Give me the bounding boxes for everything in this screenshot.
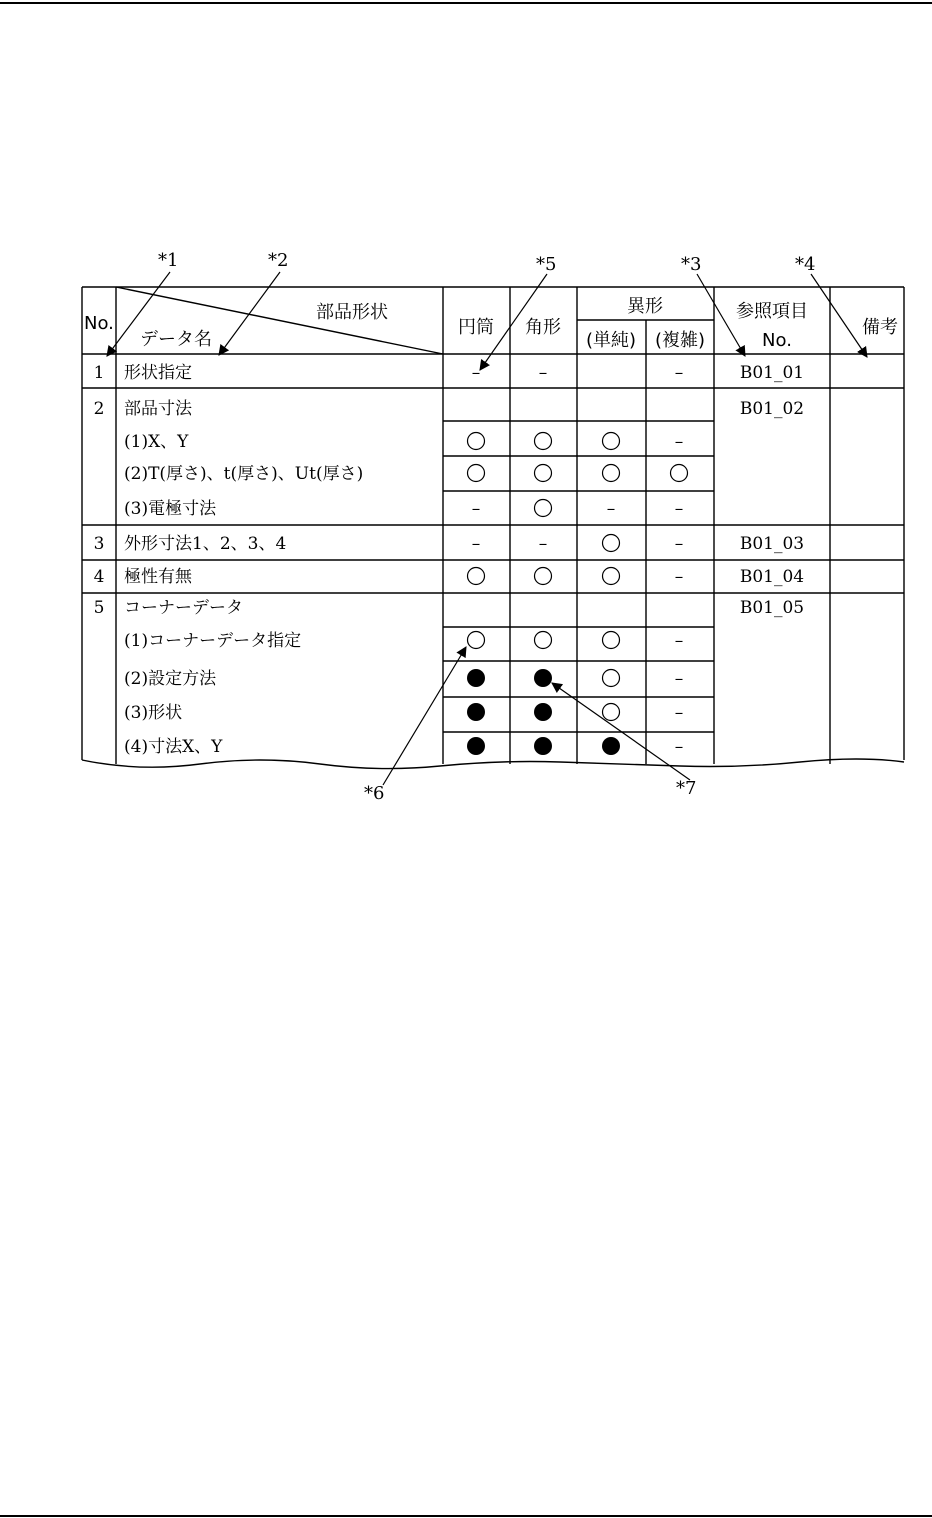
row-number: 1 (93, 363, 105, 383)
row-label: 部品寸法 (124, 399, 192, 419)
cell-dash: – (538, 363, 548, 383)
arrow-2 (219, 272, 280, 355)
callout-4: *4 (795, 254, 816, 275)
ref-item-no: B01_04 (739, 567, 805, 587)
row-label: (1)X、Y (124, 432, 189, 452)
open-circle-mark (535, 465, 552, 482)
header-complex: (複雑) (654, 330, 706, 351)
cell-dash: – (674, 631, 684, 651)
header-no: No. (84, 313, 114, 334)
callout-6: *6 (364, 783, 385, 804)
cell-dash: – (471, 363, 481, 383)
open-circle-mark (603, 568, 620, 585)
row-label: (4)寸法X、Y (124, 737, 223, 757)
header-shape: 部品形状 (316, 302, 388, 323)
filled-circle-mark (467, 737, 485, 755)
header-ref-item: 参照項目 (736, 301, 808, 322)
cell-dash: – (606, 499, 616, 519)
header-cylinder: 円筒 (458, 317, 494, 338)
cell-dash: – (674, 432, 684, 452)
row-label: コーナーデータ (124, 598, 243, 618)
row-label: 形状指定 (124, 363, 192, 383)
ref-item-no: B01_02 (739, 399, 805, 419)
open-circle-mark (535, 433, 552, 450)
header-square: 角形 (525, 317, 561, 338)
header-remarks: 備考 (862, 317, 898, 338)
row-label: (2)設定方法 (124, 669, 217, 689)
header-irregular: 異形 (627, 296, 663, 317)
row-number: 4 (93, 567, 105, 587)
filled-circle-mark (534, 703, 552, 721)
filled-circle-mark (467, 703, 485, 721)
open-circle-mark (535, 500, 552, 517)
ref-item-no: B01_01 (739, 363, 805, 383)
row-label: (3)電極寸法 (124, 499, 217, 519)
row-number: 2 (93, 399, 105, 419)
row-label: 外形寸法1、2、3、4 (124, 534, 287, 554)
cell-dash: – (674, 567, 684, 587)
open-circle-mark (468, 465, 485, 482)
open-circle-mark (603, 433, 620, 450)
row-label: (1)コーナーデータ指定 (124, 631, 302, 651)
open-circle-mark (535, 632, 552, 649)
row-label: (3)形状 (124, 703, 183, 723)
callout-arrows (107, 272, 867, 785)
callout-2: *2 (268, 250, 289, 271)
cell-dash: – (674, 363, 684, 383)
cell-dash: – (471, 534, 481, 554)
open-circle-mark (671, 465, 688, 482)
cell-dash: – (674, 737, 684, 757)
open-circle-mark (603, 704, 620, 721)
callout-7: *7 (676, 778, 697, 799)
open-circle-mark (603, 632, 620, 649)
ref-item-no: B01_05 (739, 598, 805, 618)
cell-dash: – (471, 499, 481, 519)
filled-circle-mark (602, 737, 620, 755)
row-number: 5 (93, 598, 105, 618)
filled-circle-mark (534, 737, 552, 755)
callout-5: *5 (536, 254, 557, 275)
header-simple: (単純) (585, 330, 637, 351)
open-circle-mark (603, 670, 620, 687)
header-data-name: データ名 (140, 329, 212, 350)
cell-dash: – (538, 534, 548, 554)
cell-dash: – (674, 703, 684, 723)
open-circle-mark (535, 568, 552, 585)
open-circle-mark (468, 433, 485, 450)
open-circle-mark (468, 632, 485, 649)
open-circle-mark (603, 465, 620, 482)
cell-dash: – (674, 669, 684, 689)
callout-3: *3 (681, 254, 702, 275)
filled-circle-mark (534, 669, 552, 687)
row-number: 3 (93, 534, 105, 554)
open-circle-mark (603, 535, 620, 552)
row-label: (2)T(厚さ)、t(厚さ)、Ut(厚さ) (124, 464, 364, 484)
table-header (84, 296, 898, 351)
table-grid (82, 287, 904, 769)
filled-circle-mark (467, 669, 485, 687)
cell-dash: – (674, 534, 684, 554)
cell-dash: – (674, 499, 684, 519)
callout-1: *1 (158, 250, 179, 271)
header-ref-no: No. (762, 330, 792, 351)
row-label: 極性有無 (124, 567, 192, 587)
open-circle-mark (468, 568, 485, 585)
ref-item-no: B01_03 (739, 534, 805, 554)
